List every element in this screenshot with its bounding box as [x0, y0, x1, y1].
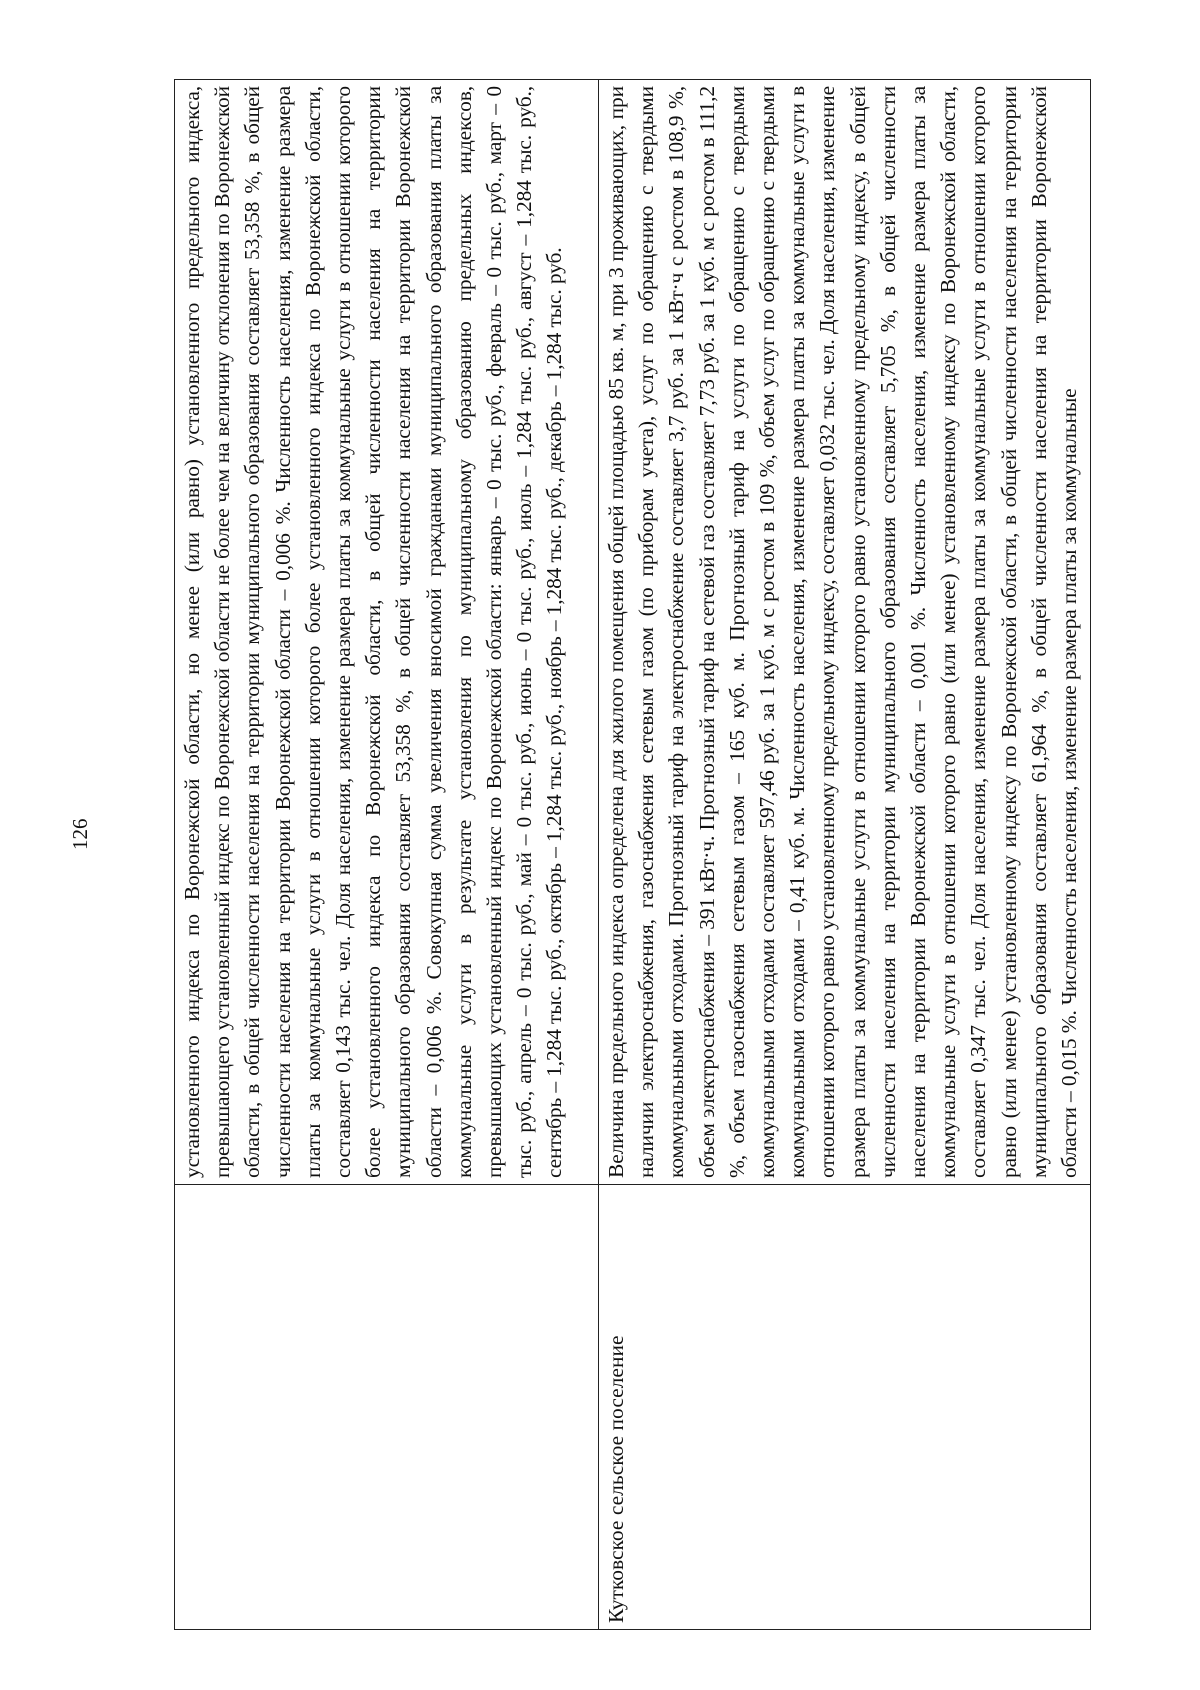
municipal-index-table [174, 79, 1091, 1630]
table-row [175, 80, 599, 1630]
municipality-name-cell [175, 1185, 599, 1630]
municipality-name-cell: Кутковское сельское поселение [599, 1185, 1091, 1630]
page-number: 126 [68, 818, 92, 850]
index-description-cell: Величина предельного индекса определена для жилого помещения общей площадью 85 кв. м, при 3 проживающих, при наличии электроснабжения, газоснабжения сетевым газом (по приборам учета), услуг по обращению с твердыми коммунальными отходами. Прогнозный тариф на электроснабжение составляет 3,7 руб. за 1 кВт·ч с ростом в 108,9 %, объем электроснабжения – 391 кВт·ч. Прогнозный тариф на сетевой газ составляет 7,73 руб. за 1 куб. м с ростом в 111,2 %, объем газоснабжения сетевым газом – 165 куб. м. Прогнозный тариф на услуги по обращению с твердыми коммунальными отходами составляет 597,46 руб. за 1 куб. м с ростом в 109 %, объем услуг по обращению с твердыми коммунальными отходами – 0,41 куб. м. Численность населения, изменение размера платы за коммунальные услуги в отношении которого равно установленному предельному индексу, составляет 0,032 тыс. чел. Доля населения, изменение размера платы за коммунальные услуги в отношении которого равно установленному предельному индексу, в общей численности населения на территории муниципального образования составляет 5,705 %, в общей численности населения на территории Воронежской области – 0,001 %. Численность населения, изменение размера платы за коммунальные услуги в отношении которого равно (или менее) установленному индексу по Воронежской области, составляет 0,347 тыс. чел. Доля населения, изменение размера платы за коммунальные услуги в отношении которого равно (или менее) установленному индексу по Воронежской области, в общей численности населения на территории муниципального образования составляет 61,964 %, в общей численности населения на территории Воронежской области – 0,015 %. Численность населения, изменение размера платы за коммунальные [599, 80, 1091, 1185]
table-row [599, 80, 1091, 1630]
index-description-cell: установленного индекса по Воронежской области, но менее (или равно) установленного предельного индекса, превышающего установленный индекс по Воронежской области не более чем на величину отклонения по Воронежской области, в общей численности населения на территории муниципального образования составляет 53,358 %, в общей численности населения на территории Воронежской области – 0,006 %. Численность населения, изменение размера платы за коммунальные услуги в отношении которого более установленного индекса по Воронежской области, составляет 0,143 тыс. чел. Доля населения, изменение размера платы за коммунальные услуги в отношении которого более установленного индекса по Воронежской области, в общей численности населения на территории муниципального образования составляет 53,358 %, в общей численности населения на территории Воронежской области – 0,006 %. Совокупная сумма увеличения вносимой гражданами муниципального образования платы за коммунальные услуги в результате установления по муниципальному образованию предельных индексов, превышающих установленный индекс по Воронежской области: январь – 0 тыс. руб., февраль – 0 тыс. руб., март – 0 тыс. руб., апрель – 0 тыс. руб., май – 0 тыс. руб., июнь – 0 тыс. руб., июль – 1,284 тыс. руб., август – 1,284 тыс. руб., сентябрь – 1,284 тыс. руб., октябрь – 1,284 тыс. руб., ноябрь – 1,284 тыс. руб., декабрь – 1,284 тыс. руб. [175, 80, 599, 1185]
